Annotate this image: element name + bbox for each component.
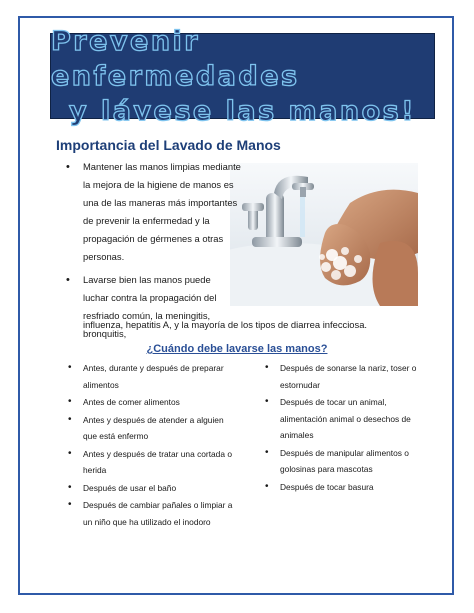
list-item: • Después de tocar un animal, alimentación animal o desechos de animales (265, 394, 425, 444)
when-list-right (265, 360, 425, 496)
title-banner (50, 25, 435, 127)
list-item: • Después de tocar basura (265, 479, 425, 496)
handwashing-illustration (230, 163, 418, 306)
list-item: • Después de sonarse la nariz, toser o estornudar (265, 360, 425, 393)
handwashing-photo (230, 163, 418, 306)
section-heading-when-text: ¿Cuándo debe lavarse las manos? (146, 343, 328, 355)
list-item: • Antes de comer alimentos (68, 394, 236, 411)
section-heading-when (0, 343, 474, 355)
when-list-left (68, 360, 236, 531)
banner-title-line1: Prevenir enfermedades (51, 25, 300, 92)
list-item: • Después de manipular alimentos o golosinas para mascotas (265, 445, 425, 478)
list-item: • Lavarse bien las manos puede luchar contra la propagación del resfriado común, la meningitis, bronquitis, (66, 271, 233, 343)
list-item: • Antes y después de atender a alguien que está enfermo (68, 412, 236, 445)
section-heading-importance: Importancia del Lavado de Manos (56, 137, 281, 153)
list-item: • Después de usar el baño (68, 480, 236, 497)
list-item: • Después de cambiar pañales o limpiar a un niño que ha utilizado el inodoro (68, 497, 236, 530)
list-item: • Antes y después de tratar una cortada o herida (68, 446, 236, 479)
list-item: • Mantener las manos limpias mediante la mejora de la higiene de manos es una de las maneras más importantes de prevenir la enfermedad y la propagación de gérmenes a otras personas. (66, 158, 241, 266)
bullet-continuation: influenza, hepatitis A, y la mayoría de los tipos de diarrea infecciosa. (83, 319, 368, 330)
list-item: • Antes, durante y después de preparar alimentos (68, 360, 236, 393)
banner-title-line2: y lávese las manos! (68, 95, 417, 127)
